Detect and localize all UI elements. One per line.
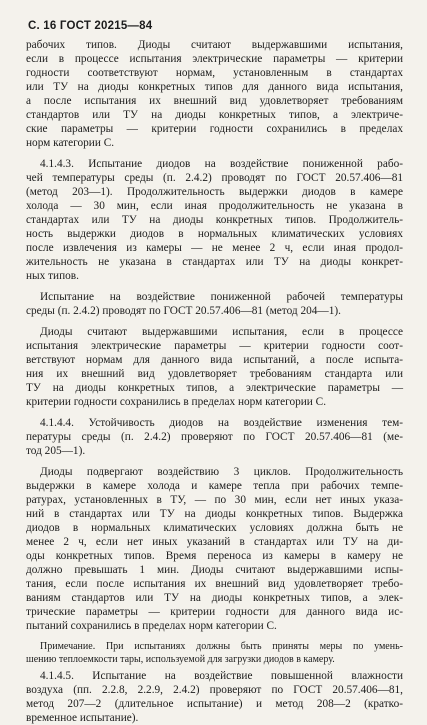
text-line: (метод 203—1). Продолжительность выдержки диодов в камере <box>26 186 403 198</box>
text-line: рабочих типов. Диоды считают выдержавшими испытания, <box>26 39 403 51</box>
text-line: 4.1.4.4. Устойчивость диодов на воздействие изменения тем- <box>40 417 403 429</box>
text-line: пературы среды (п. 2.4.2) проверяют по ГОСТ 20.57.406—81 (ме- <box>26 431 403 443</box>
text-line: воздуха (пп. 2.2.8, 2.2.9, 2.4.2) проверяют по ГОСТ 20.57.406—81, <box>26 684 403 696</box>
text-line: выдержки в камере холода и камере тепла при рабочих темпе- <box>26 480 403 492</box>
text-line: чей температуры среды (п. 2.4.2) проводят по ГОСТ 20.57.406—81 <box>26 172 403 184</box>
paragraph <box>26 465 403 633</box>
text-line: после извлечения из камеры — не менее 2 ч, если иная продол- <box>26 242 403 254</box>
text-line: пытаний сохранились в пределах норм категории С. <box>26 620 277 632</box>
text-line: ния их внешний вид удовлетворяет требованиям стандарта или <box>26 368 403 380</box>
text-line: испытания электрические параметры — критерии годности соот- <box>26 340 403 352</box>
paragraph <box>26 325 403 409</box>
text-line: должно превышать 1 мин. Диоды считают выдержавшими испы- <box>26 564 403 576</box>
text-line: временное испытание). <box>26 712 139 724</box>
text-line: ТУ на диоды конкретных типов, а электрические параметры — <box>26 382 403 394</box>
text-line: среды (п. 2.4.2) проводят по ГОСТ 20.57.406—81 (метод 204—1). <box>26 305 341 317</box>
text-line: трические параметры — критерии годности для данного вида ис- <box>26 606 403 618</box>
paragraph <box>26 157 403 283</box>
text-line: стандартах или ТУ на диоды конкретных типов. Продолжитель- <box>26 214 403 226</box>
text-line: 4.1.4.3. Испытание диодов на воздействие пониженной рабо- <box>40 158 403 170</box>
text-line: ратурах, установленных в ТУ, — по 30 мин, если нет иных указа- <box>26 494 403 506</box>
text-line: тания, если после испытания их внешний вид удовлетворяет требо- <box>26 578 403 590</box>
text-line: Испытание на воздействие пониженной рабочей температуры <box>40 291 403 303</box>
text-line: 4.1.4.5. Испытание на воздействие повышенной влажности <box>40 670 403 682</box>
text-line: стандартов или ТУ на диоды конкретных типов, а электриче- <box>26 109 403 121</box>
text-line: тод 205—1). <box>26 445 86 457</box>
text-line: ных типов. <box>26 270 79 282</box>
note-paragraph <box>26 640 403 666</box>
text-line: менее 2 ч, если нет иных указаний в стандартах или ТУ на ди- <box>26 536 403 548</box>
paragraph <box>26 416 403 458</box>
text-line: ветствуют нормам для данного вида испытаний, а после испыта- <box>26 354 403 366</box>
text-line: ваниям стандартов или ТУ на диоды конкретных типов, а элек- <box>26 592 403 604</box>
text-line: жительность не указана в стандартах или ТУ на диоды конкрет- <box>26 256 403 268</box>
text-line: а после испытания их внешний вид удовлетворяет требованиям <box>26 95 403 107</box>
text-line: диодов в нормальных климатических условиях должна быть не <box>26 522 403 534</box>
text-line: ность выдержки диодов в нормальных климатических условиях <box>26 228 403 240</box>
text-line: ний в стандартах или ТУ на диоды конкретных типов. Выдержка <box>26 508 403 520</box>
text-line: норм категории С. <box>26 137 115 149</box>
paragraph <box>26 38 403 150</box>
text-line: ские параметры — критерии годности сохранились в пределах <box>26 123 403 135</box>
text-line: если в процессе испытания электрические параметры — критерии <box>26 53 403 65</box>
paragraph <box>26 669 403 725</box>
text-line: шению теплоемкости тары, используемой для загрузки диодов в камеру. <box>26 654 335 665</box>
text-line: Диоды считают выдержавшими испытания, если в процессе <box>40 326 403 338</box>
page-header: С. 16 ГОСТ 20215—84 <box>28 20 153 32</box>
text-line: критерии годности сохранились в пределах норм категории С. <box>26 396 327 408</box>
document-body <box>26 38 403 725</box>
text-line: Диоды подвергают воздействию 3 циклов. Продолжительность <box>40 466 403 478</box>
text-line: или ТУ на диоды конкретных типов для данного вида испытания, <box>26 81 403 93</box>
text-line: метод 207—2 (длительное испытание) и метод 208—2 (кратко- <box>26 698 403 710</box>
paragraph <box>26 290 403 318</box>
text-line: холода — 30 мин, если иная продолжительность не указана в <box>26 200 403 212</box>
text-line: Примечание. При испытаниях должны быть приняты меры по умень- <box>40 641 403 652</box>
text-line: оды конкретных типов. Время переноса из камеры в камеру не <box>26 550 403 562</box>
text-line: годности соответствуют нормам, установленным в стандартах <box>26 67 403 79</box>
